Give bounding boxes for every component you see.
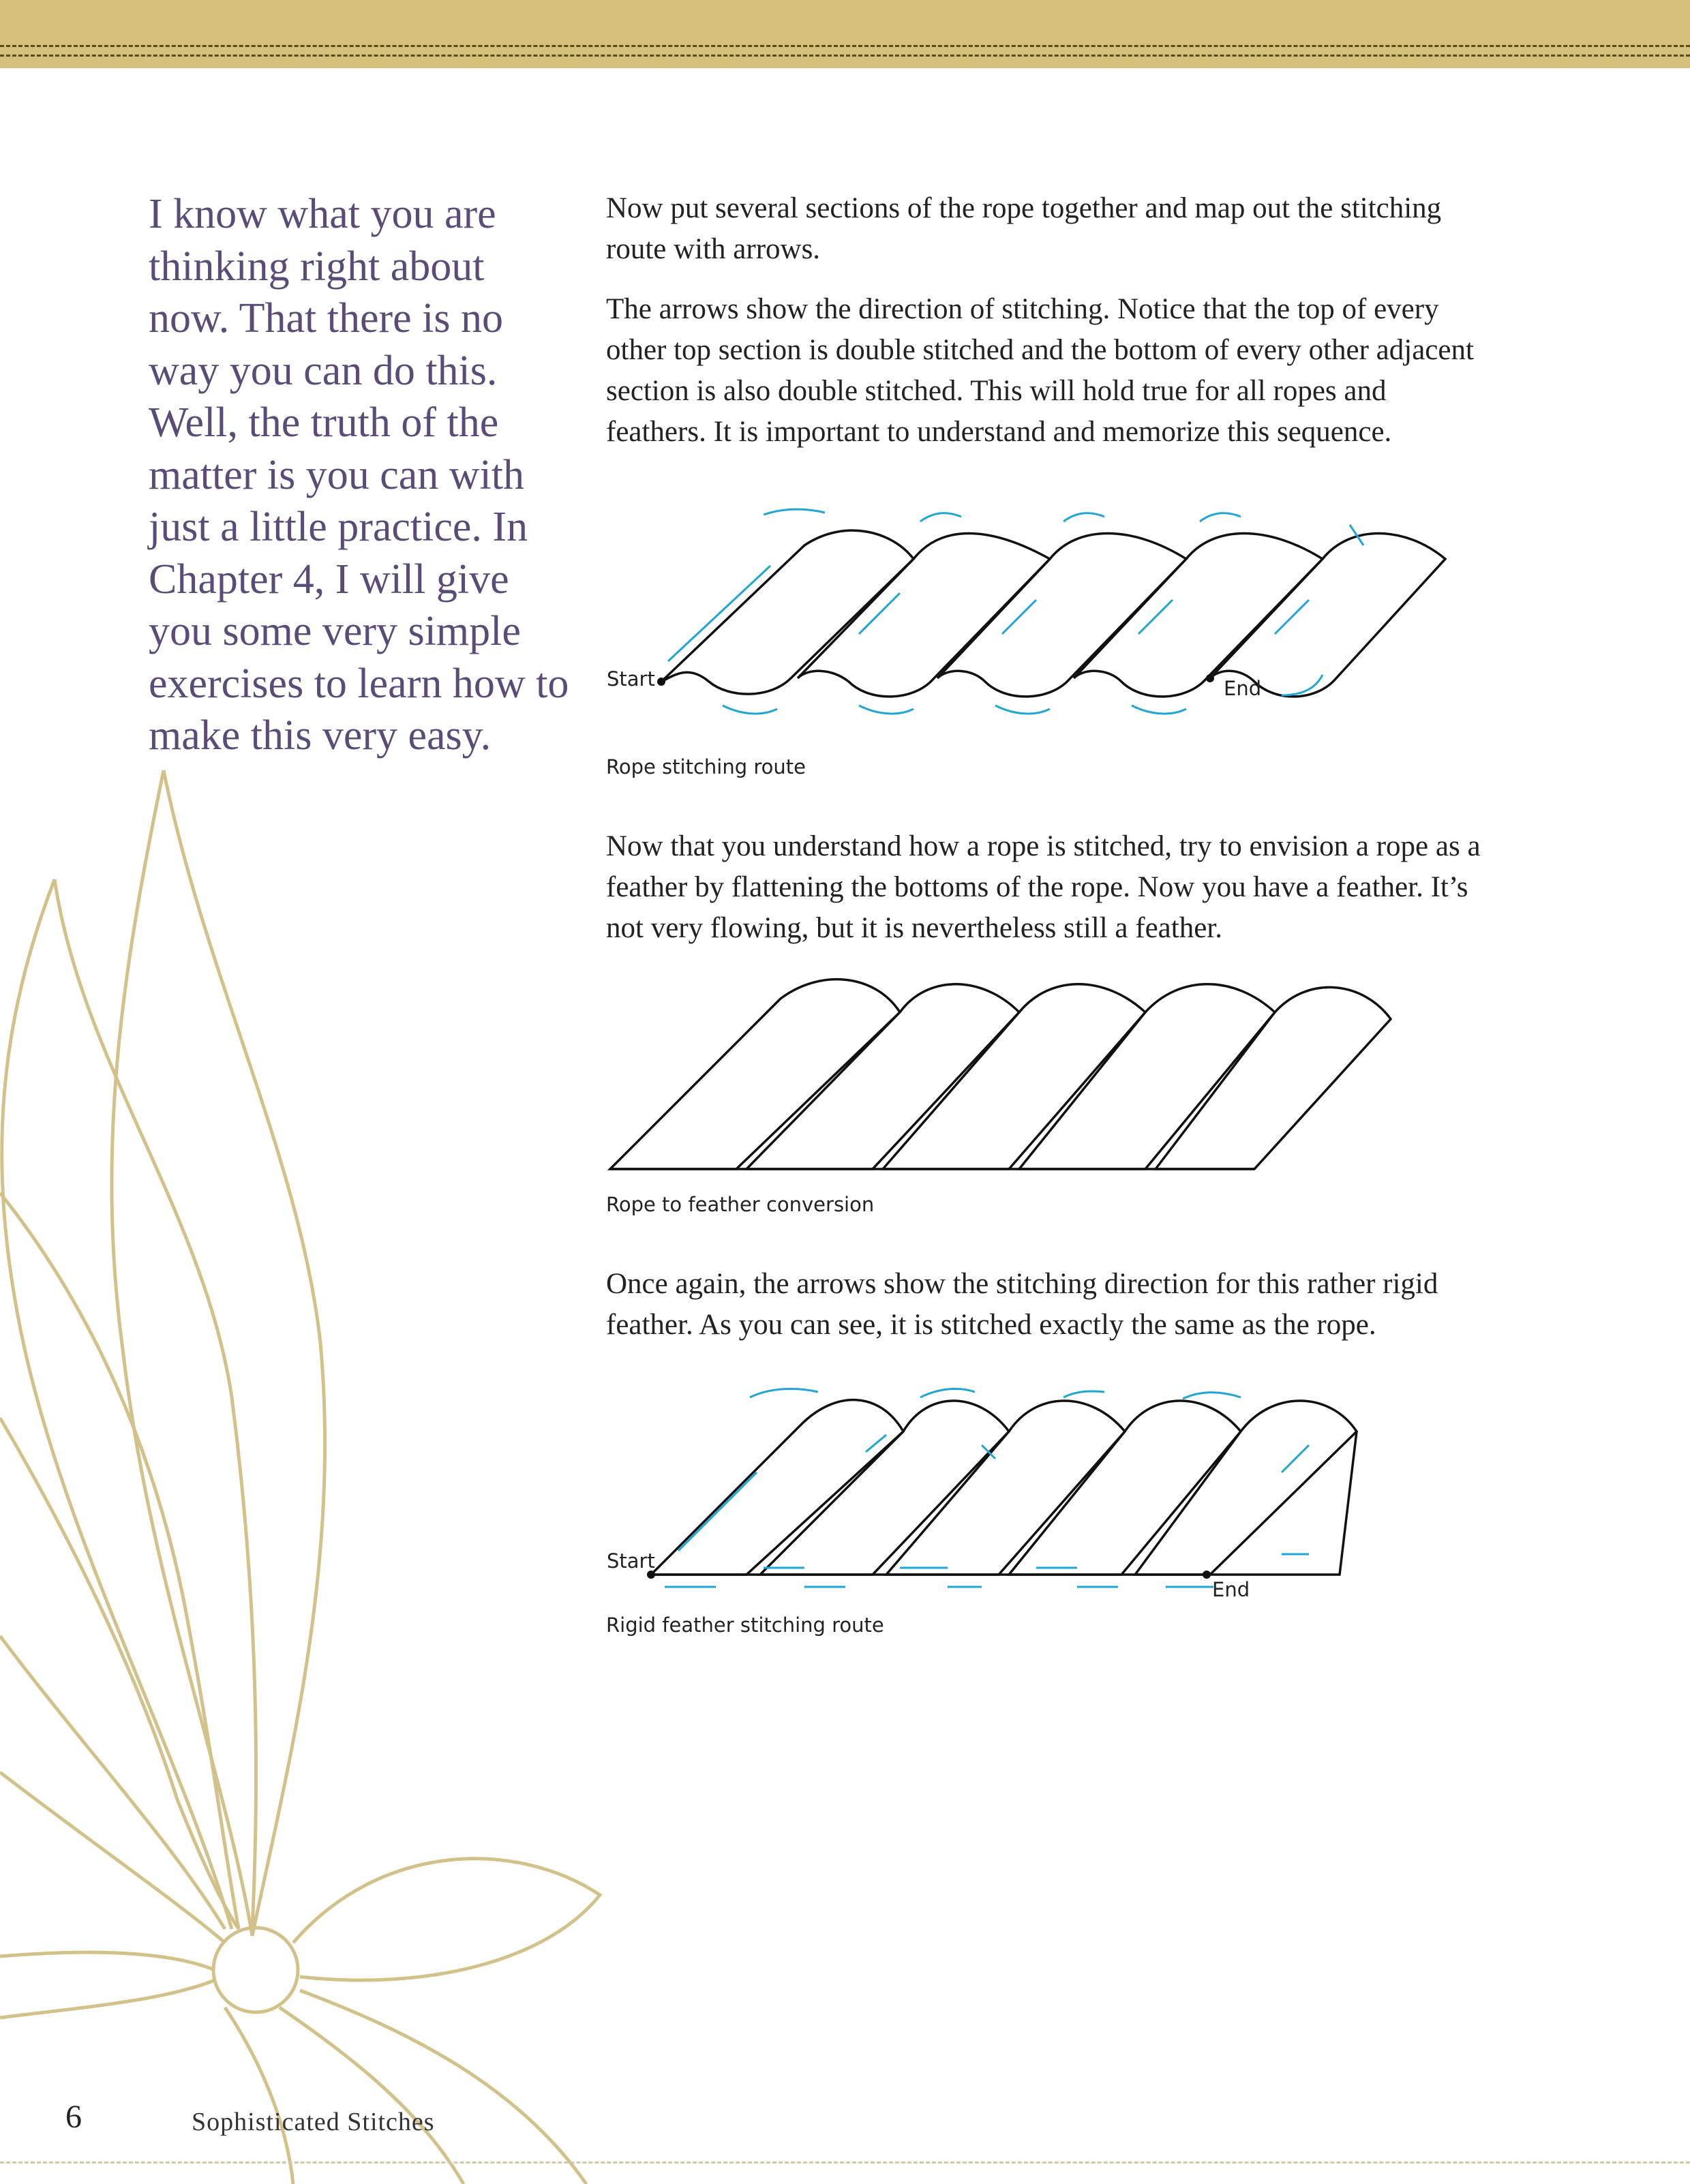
- end-dot: [1203, 1571, 1211, 1579]
- rigid-end-label: End: [1212, 1578, 1250, 1601]
- rope-end-label: End: [1224, 677, 1262, 700]
- paragraph-2: The arrows show the direction of stitching. Notice that the top of every other top section is double stitched and the bottom of every other adjacent section is also double stitched. This will hold true for all ropes and feathers. It is important to understand and memorize this sequence.: [606, 293, 1474, 448]
- paragraph-4: Once again, the arrows show the stitching direction for this rather rigid feather. As you can see, it is stitched exactly the same as the rope.: [606, 1268, 1438, 1341]
- footer-stitch-line: [0, 2162, 1690, 2164]
- rope-route-caption: Rope stitching route: [606, 755, 806, 778]
- end-dot: [1206, 674, 1214, 682]
- rope-to-feather-diagram: [600, 968, 1507, 1186]
- rigid-start-label: Start: [607, 1549, 655, 1573]
- rope-stitching-route-diagram: [600, 470, 1507, 743]
- paragraph-1: Now put several sections of the rope together and map out the stitching route with arrows.: [606, 192, 1442, 265]
- rigid-route-caption: Rigid feather stitching route: [606, 1613, 884, 1637]
- conversion-caption: Rope to feather conversion: [606, 1193, 875, 1216]
- book-title: Sophisticated Stitches: [192, 2108, 435, 2136]
- rope-start-label: Start: [607, 667, 655, 691]
- pull-quote: I know what you are thinking right about now. That there is no way you can do this. Well, the truth of the matter is you can with just a little practice. In Chapter 4, I will give you some very simple exercises to learn how to make this very easy.: [149, 191, 569, 759]
- paragraph-3: Now that you understand how a rope is stitched, try to envision a rope as a feather by flattening the bottoms of the rope. Now you have a feather. It’s not very flowing, but it is nevertheless still a feather.: [606, 830, 1481, 944]
- page-number: 6: [65, 2099, 82, 2135]
- rigid-feather-route-diagram: [600, 1370, 1507, 1602]
- start-dot: [657, 678, 665, 686]
